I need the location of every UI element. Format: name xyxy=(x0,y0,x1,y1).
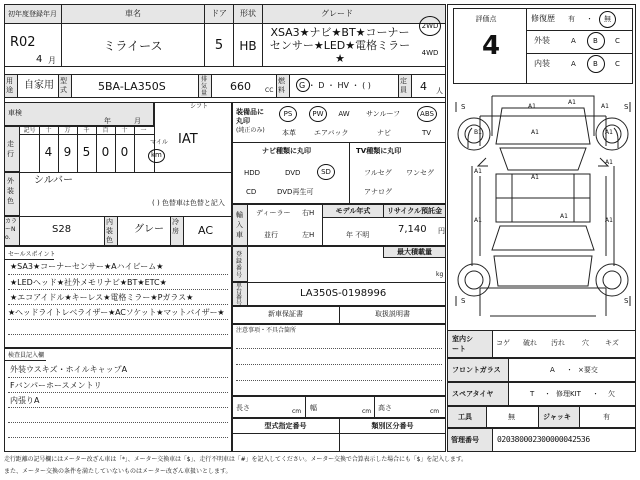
equip-navi: ナビ xyxy=(377,129,391,137)
category-label: 用途 xyxy=(6,77,13,94)
sales-line-1: ★SA3★コーナーセンサー★Aハイビーム★ xyxy=(10,262,164,271)
repair-option-no: 無 xyxy=(604,15,611,23)
diagram-s-bl: S xyxy=(461,297,466,305)
displacement-value: 660 xyxy=(230,80,251,93)
type-number-label: 型式指定番号 xyxy=(264,422,307,430)
reg-year-cell xyxy=(4,23,62,67)
navi-hdd: HDD xyxy=(244,169,261,177)
sales-dotted-1 xyxy=(8,274,228,275)
import-left-hand: 左H xyxy=(302,231,315,239)
inspection-month-unit: 月 xyxy=(134,117,141,125)
tv-oneseg: ワンセグ xyxy=(406,169,434,177)
spare-item-kit: 修理KIT xyxy=(556,390,581,398)
recycle-label: リサイクル預託金 xyxy=(386,207,443,215)
eval-row-line-1 xyxy=(526,30,633,31)
shift-label: シフト xyxy=(190,103,209,110)
drive-4wd: 4WD xyxy=(421,49,439,57)
tools-value: 無 xyxy=(508,413,515,421)
dim-width-unit: cm xyxy=(362,408,372,415)
diagram-mark: A1 xyxy=(474,217,482,224)
notes-dotted-1 xyxy=(236,348,442,349)
sales-dotted-3 xyxy=(8,304,228,305)
ac-label: 冷房 xyxy=(172,218,179,235)
exterior-grade-a: A xyxy=(571,37,576,45)
import-dealer: ディーラー xyxy=(256,209,291,217)
dim-length-label: 長さ xyxy=(236,404,250,412)
ext-color-note: ( ) 色替車は色替と記入 xyxy=(152,199,225,207)
reg-year-label: 初年度登録年月 xyxy=(8,10,57,18)
glass-label: フロントガラス xyxy=(452,366,501,374)
equip-leather: 本革 xyxy=(282,129,296,137)
mileage-header-cell: 一 xyxy=(140,127,147,134)
navi-dvd: DVD xyxy=(285,169,301,177)
mgmt-value: 020380002300000042536 xyxy=(497,435,590,444)
equip-abs: ABS xyxy=(420,110,434,118)
inspector-dotted-4 xyxy=(8,422,228,423)
inspector-label: 検査員記入欄 xyxy=(8,352,45,359)
dim-length-unit: cm xyxy=(292,408,302,415)
navi-cd: CD xyxy=(246,188,257,196)
tools-label: 工具 xyxy=(458,413,472,421)
mileage-unit-mile: マイル xyxy=(150,139,168,146)
warranty-doc: 新車保証書 xyxy=(268,310,303,318)
import-label: 輸入車 xyxy=(236,211,243,239)
seat-item-tear: 破れ xyxy=(523,339,537,347)
mileage-header-cell: 十 xyxy=(121,127,128,134)
capacity-label: 定員 xyxy=(400,77,407,94)
max-load-label: 最大積載量 xyxy=(397,248,432,256)
eval-row-line-2 xyxy=(526,53,633,54)
color-code-top-line xyxy=(4,216,232,217)
plate-label: 登録番号 xyxy=(236,251,243,279)
sales-line-4: ★ヘッドライトレベライザー★ACソケット★マットバイザー★ xyxy=(8,308,225,317)
sales-line-3: ★エコアイドル★キーレス★電格ミラー★Pガラス★ xyxy=(10,293,194,302)
door-label: ドア xyxy=(211,9,227,18)
seat-item-burn: コゲ xyxy=(496,339,510,347)
seat-item-dirt: 汚れ xyxy=(551,339,565,347)
model-year-label: モデル年式 xyxy=(335,207,371,215)
dims-div-2 xyxy=(374,396,375,418)
interior-grade-c: C xyxy=(615,60,620,68)
score-divider xyxy=(526,8,527,84)
interior-grade-b: B xyxy=(593,60,598,68)
diagram-s-tr: S xyxy=(624,103,629,111)
mileage-header-cell: 十 xyxy=(45,127,52,134)
recycle-value: 7,140 xyxy=(398,224,427,235)
model-year-value: 年 不明 xyxy=(346,231,370,239)
diagram-s-tl: S xyxy=(461,103,466,111)
mgmt-label: 管理番号 xyxy=(451,436,479,444)
interior-grade-label: 内装 xyxy=(534,59,550,68)
repair-option-yes: 有 xyxy=(568,15,575,23)
reg-month-value: 4 xyxy=(36,54,43,65)
glass-item-sep: ・ xyxy=(566,366,573,374)
tv-label: TV種類に丸印 xyxy=(356,147,402,155)
inspector-dotted-5 xyxy=(8,437,228,438)
inspector-line-1: 外装ウスキズ・ホイルキャップA xyxy=(10,365,128,374)
grade-label: グレード xyxy=(321,9,353,18)
body-type-label: 形状 xyxy=(240,9,256,18)
sales-dotted-4 xyxy=(8,319,228,320)
dims-frame xyxy=(232,396,446,418)
equip-airbag: エアバック xyxy=(314,129,349,137)
manual-doc: 取扱説明書 xyxy=(375,310,410,318)
model-label: 型式 xyxy=(60,77,67,94)
score-label: 評価点 xyxy=(475,15,497,23)
equipment-sub: (純正のみ) xyxy=(236,127,265,134)
equip-sunroof: サンルーフ xyxy=(366,110,401,118)
fuel-label: 燃料 xyxy=(278,77,285,94)
capacity-unit: 人 xyxy=(436,87,443,95)
exterior-grade-c: C xyxy=(615,37,620,45)
footer-line-1: 走行距離の記号欄にはメーター改ざん車は「*」、メーター交換車は「$」、走行不明車は「#」を記入してください。メーター交換で合算表示した場合にも「$」を記入します。 xyxy=(4,456,468,463)
notes-dotted-2 xyxy=(236,364,442,365)
diagram-mark: A1 xyxy=(605,217,613,224)
mileage-digit: 0 xyxy=(120,145,129,159)
sales-label: セールスポイント xyxy=(8,251,56,258)
dims-div-1 xyxy=(305,396,306,418)
import-parallel: 並行 xyxy=(264,231,278,239)
navi-label: ナビ種類に丸印 xyxy=(262,147,311,155)
ac-value: AC xyxy=(198,224,214,237)
seat-item-hole: 穴 xyxy=(582,339,589,347)
diagram-mark: A1 xyxy=(605,129,613,136)
inspection-year-unit: 年 xyxy=(104,117,111,125)
diagram-mark: B1 xyxy=(474,129,482,136)
import-right-hand: 右H xyxy=(302,209,315,217)
spare-sep-1: ・ xyxy=(544,390,551,398)
navi-dvd-play: DVD再生可 xyxy=(277,188,314,196)
displacement-label: 排気量 xyxy=(201,76,208,97)
car-name-value: ミライース xyxy=(103,39,163,53)
diagram-mark: A1 xyxy=(568,99,576,106)
reg-year-value: R02 xyxy=(10,35,36,50)
diagram-mark: A1 xyxy=(528,103,536,110)
car-damage-diagram xyxy=(450,88,636,326)
interior-color-label: 内装色 xyxy=(106,218,113,244)
navi-top-line xyxy=(232,142,446,143)
mileage-digit: 9 xyxy=(63,145,72,159)
capacity-value: 4 xyxy=(420,80,427,93)
glass-item-replace: ×要交 xyxy=(578,366,598,374)
inspector-label-line xyxy=(4,360,46,361)
inspector-line-2: Fバンパーホースメントリ xyxy=(10,381,102,390)
ext-color-top-line xyxy=(4,172,232,173)
mileage-digit: 5 xyxy=(82,145,91,159)
sales-line-2: ★LEDヘッド★社外メモリナビ★BT★ETC★ xyxy=(10,278,167,287)
interior-grade-a: A xyxy=(571,60,576,68)
equipment-label: 装備品に丸印 xyxy=(236,108,264,125)
inspection-label: 車検 xyxy=(8,109,22,117)
navi-tv-divider xyxy=(349,142,350,204)
spare-item-t: T xyxy=(530,390,535,398)
inspector-dotted-3 xyxy=(8,407,228,408)
equip-ps: PS xyxy=(283,110,293,118)
inspector-dotted-1 xyxy=(8,377,228,378)
max-load-unit: kg xyxy=(436,271,444,278)
ext-color-label: 外装色 xyxy=(7,177,14,205)
car-name-label: 車名 xyxy=(125,9,141,18)
dim-width-label: 幅 xyxy=(310,404,317,412)
equip-aw: AW xyxy=(338,110,350,118)
mileage-header-cell: 百 xyxy=(102,127,109,134)
sales-label-line xyxy=(4,259,54,260)
diagram-mark: A1 xyxy=(531,129,539,136)
mileage-cell-divider xyxy=(134,126,135,172)
spare-item-missing: 欠 xyxy=(608,390,615,398)
spare-sep-2: ・ xyxy=(592,390,599,398)
notes-dotted-3 xyxy=(236,380,442,381)
navi-sd: SD xyxy=(321,168,331,176)
exterior-grade-b: B xyxy=(593,37,598,45)
drive-2wd: 2WD xyxy=(421,22,439,30)
seat-label: 室内シート xyxy=(452,335,473,353)
sales-dotted-5 xyxy=(8,334,228,335)
model-value: 5BA-LA350S xyxy=(98,80,166,93)
diagram-mark: A1 xyxy=(474,168,482,175)
jack-value: 有 xyxy=(603,413,610,421)
chassis-top-line xyxy=(232,282,446,283)
diagram-mark: A1 xyxy=(605,159,613,166)
dim-height-unit: cm xyxy=(430,408,440,415)
seat-item-scratch: キズ xyxy=(605,339,619,347)
equip-pw: PW xyxy=(312,110,324,118)
chassis-value: LA350S-0198996 xyxy=(300,288,387,299)
spare-label: スペアタイヤ xyxy=(452,390,494,398)
inspector-dotted-2 xyxy=(8,392,228,393)
notes-label: 注意事項・不具合箇所 xyxy=(236,327,297,334)
mileage-header-cell: 万 xyxy=(64,127,71,134)
glass-item-a: A xyxy=(550,366,555,374)
interior-color-value: グレー xyxy=(134,224,164,235)
score-value: 4 xyxy=(481,31,501,61)
ext-color-value: シルバー xyxy=(34,175,74,186)
tv-analog: アナログ xyxy=(364,188,392,196)
mileage-header-cell: 千 xyxy=(83,127,90,134)
chassis-label: 車台番号 xyxy=(236,282,243,307)
tv-fullseg: フルセグ xyxy=(364,169,392,177)
cc-unit: CC xyxy=(265,87,274,94)
shift-value: IAT xyxy=(178,132,198,147)
mileage-label: 走行 xyxy=(7,140,14,158)
recycle-yen: 円 xyxy=(438,227,445,235)
notes-frame xyxy=(232,324,446,396)
diagram-mark: A1 xyxy=(601,103,609,110)
mileage-unit-km: km xyxy=(151,151,162,159)
sales-dotted-2 xyxy=(8,289,228,290)
type-class-mid-line xyxy=(232,433,446,434)
reg-month-unit: 月 xyxy=(48,56,56,65)
exterior-grade-label: 外装 xyxy=(534,36,550,45)
color-code-value: S28 xyxy=(52,224,72,235)
dim-height-label: 高さ xyxy=(378,404,392,412)
door-value: 5 xyxy=(214,38,224,53)
body-type-value: HB xyxy=(239,39,257,53)
category-value: 自家用 xyxy=(24,80,54,91)
inspector-line-3: 内張りA xyxy=(10,396,40,405)
diagram-mark: A1 xyxy=(531,174,539,181)
class-number-label: 類別区分番号 xyxy=(371,422,414,430)
repair-sep: ・ xyxy=(586,15,593,23)
diagram-mark: A1 xyxy=(560,213,568,220)
mileage-digit: 0 xyxy=(101,145,110,159)
diagram-s-br: S xyxy=(624,297,629,305)
fuel-options: G ・ D ・ HV ・ ( ) xyxy=(299,81,371,90)
color-code-label: カラーNo. xyxy=(5,218,18,241)
inspection-header xyxy=(4,102,154,126)
mileage-header-cell: 記号 xyxy=(23,127,36,134)
mileage-digit: 4 xyxy=(44,145,53,159)
equip-tv: TV xyxy=(422,129,432,137)
grade-value: XSA3★ナビ★BT★コーナーセンサー★LED★電格ミラー★ xyxy=(269,26,411,65)
jack-label: ジャッキ xyxy=(543,413,571,421)
repair-label: 修復歴 xyxy=(531,14,555,23)
footer-line-2: また、メーター交換の条件を満たしていないものはメーター改ざん車扱いとします。 xyxy=(4,468,232,475)
